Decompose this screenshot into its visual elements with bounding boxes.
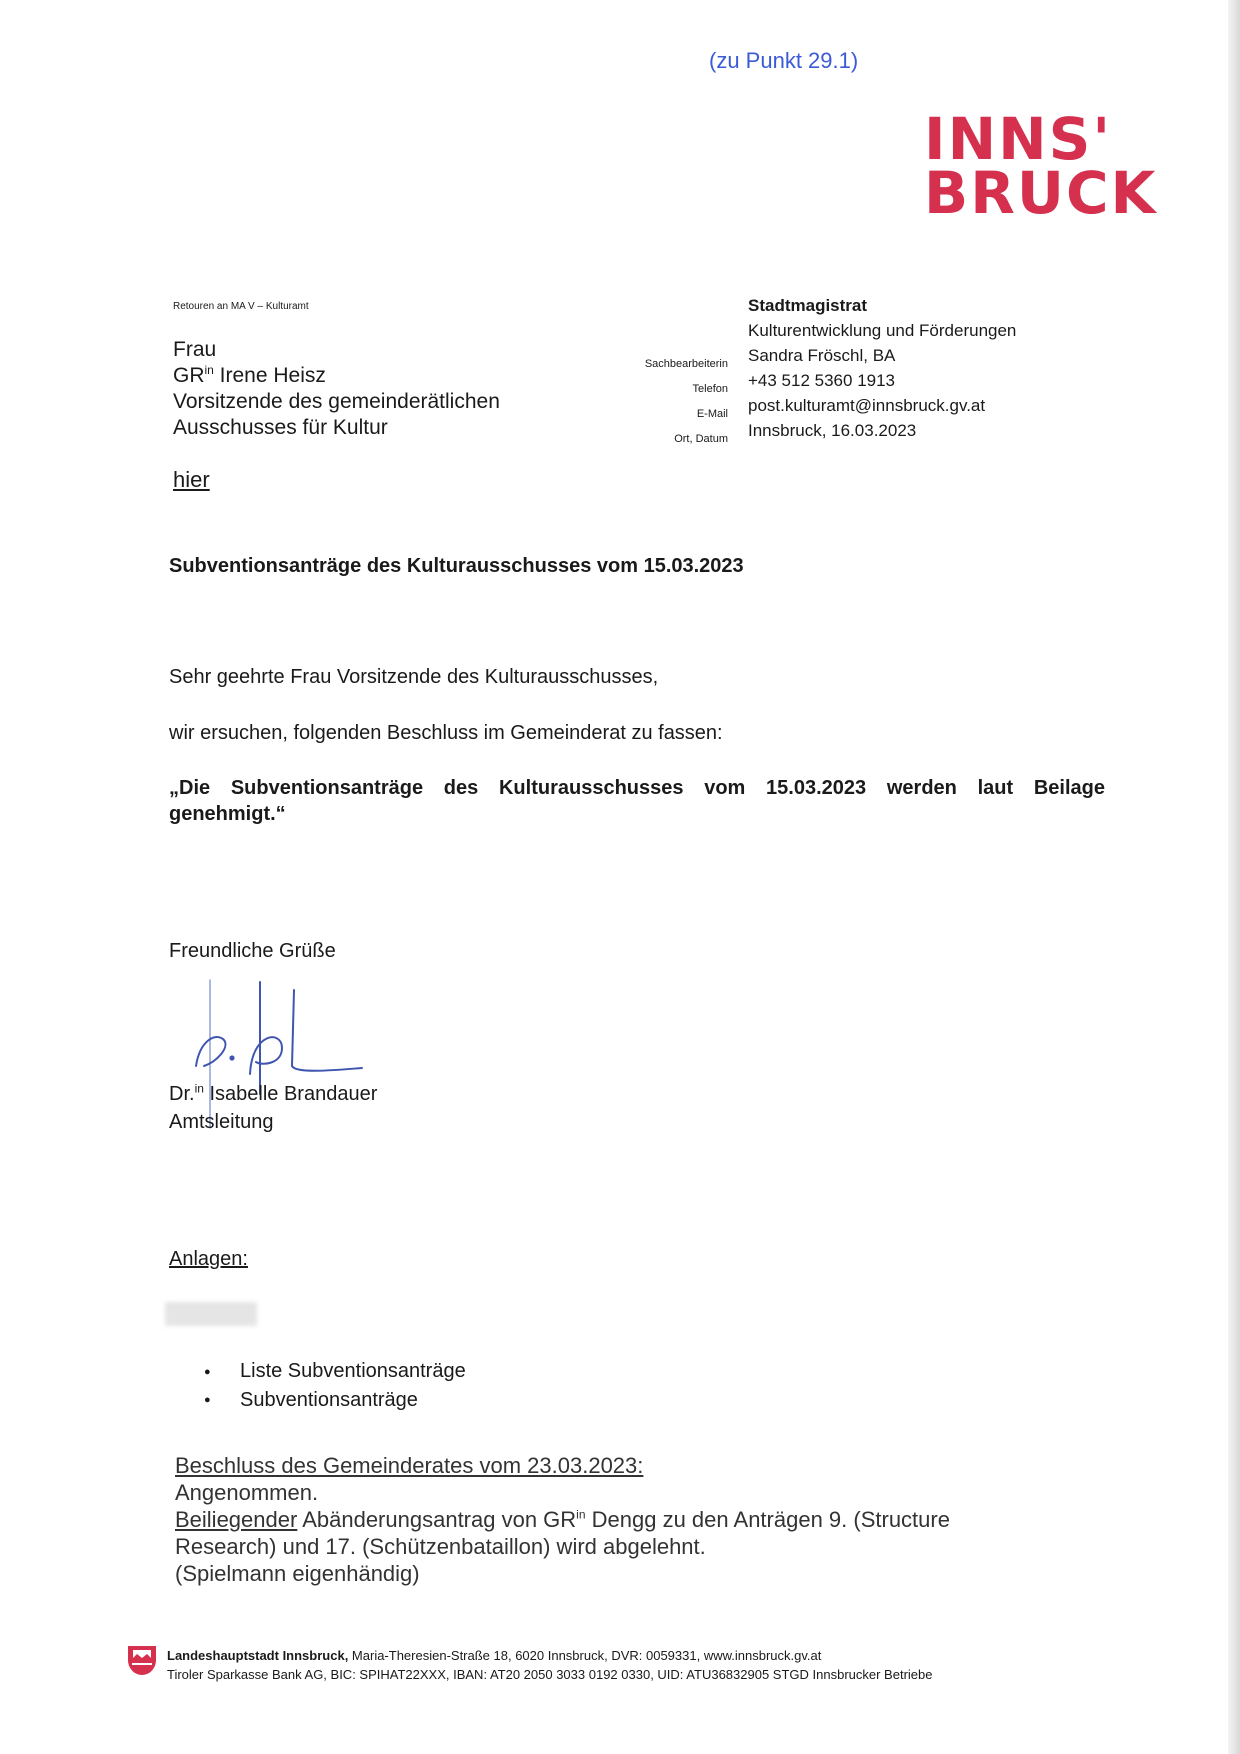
decision-title: Beschluss des Gemeinderates vom 23.03.2023: bbox=[175, 1453, 644, 1478]
attachment-item: ● Subventionsanträge bbox=[204, 1386, 466, 1415]
sender-phone: +43 512 5360 1913 bbox=[748, 371, 896, 390]
sender-dept: Kulturentwicklung und Förderungen bbox=[748, 321, 1017, 340]
salutation: Sehr geehrte Frau Vorsitzende des Kulturausschusses, bbox=[169, 666, 659, 688]
return-address: Retouren an MA V – Kulturamt bbox=[173, 301, 309, 312]
label-email: E-Mail bbox=[696, 408, 728, 420]
attachments-title: Anlagen: bbox=[169, 1248, 248, 1270]
decision-line-5: (Spielmann eigenhändig) bbox=[175, 1561, 420, 1586]
quote-line-1: „Die Subventionsanträge des Kulturausschusses vom 15.03.2023 werden laut Beilage bbox=[169, 777, 1105, 799]
innsbruck-logo bbox=[924, 105, 1158, 227]
recipient-address bbox=[173, 337, 500, 441]
decision-line-3: Beiliegender Abänderungsantrag von $GR^{in}$ Dengg zu den Anträgen 9. (Structure bbox=[175, 1507, 950, 1532]
letter-subject: Subventionsanträge des Kulturausschusses vom 15.03.2023 bbox=[169, 555, 744, 577]
label-place-date: Ort, Datum bbox=[674, 433, 728, 445]
recipient-location: hier bbox=[173, 467, 210, 492]
letter-footer bbox=[167, 1646, 932, 1684]
logo-line-2: BRUCK bbox=[924, 159, 1158, 227]
request-text: wir ersuchen, folgenden Beschluss im Gemeinderat zu fassen: bbox=[169, 722, 723, 744]
footer-line-2: Tiroler Sparkasse Bank AG, BIC: SPIHAT22XXX, IBAN: AT20 2050 3033 0192 0330, UID: ATU36832905 STGD Innsbrucker Betriebe bbox=[167, 1667, 933, 1682]
agenda-reference: (zu Punkt 29.1) bbox=[709, 48, 859, 73]
recipient-line-4: Ausschusses für Kultur bbox=[173, 416, 388, 439]
recipient-line-1: Frau bbox=[173, 338, 217, 361]
recipient-line-3: Vorsitzende des gemeinderätlichen bbox=[173, 390, 500, 413]
attachments-list bbox=[204, 1357, 466, 1414]
signatory-role: Amtsleitung bbox=[169, 1111, 274, 1133]
signatory-name: Dr.$^{in}$ Isabelle Brandauer bbox=[169, 1081, 378, 1105]
closing-greeting: Freundliche Grüße bbox=[169, 940, 336, 962]
quote-line-2: genehmigt.“ bbox=[169, 803, 286, 825]
redacted-text bbox=[165, 1302, 257, 1326]
attachment-item: ● Liste Subventionsanträge bbox=[204, 1357, 466, 1386]
sender-clerk: Sandra Fröschl, BA bbox=[748, 346, 896, 365]
label-phone: Telefon bbox=[692, 383, 728, 395]
decision-result: Angenommen. bbox=[175, 1480, 319, 1505]
sender-place-date: Innsbruck, 16.03.2023 bbox=[748, 421, 917, 440]
sender-block bbox=[748, 293, 1016, 443]
page-edge-shadow bbox=[1228, 0, 1240, 1754]
sender-labels bbox=[600, 352, 728, 452]
council-decision bbox=[175, 1452, 950, 1587]
logo-line-1: INNS' bbox=[924, 105, 1113, 173]
sender-org: Stadtmagistrat bbox=[748, 296, 868, 315]
decision-line-4: Research) und 17. (Schützenbataillon) wird abgelehnt. bbox=[175, 1534, 706, 1559]
city-crest-icon bbox=[128, 1646, 156, 1676]
signatory bbox=[169, 1080, 377, 1136]
label-clerk: Sachbearbeiterin bbox=[644, 358, 728, 370]
resolution-quote bbox=[169, 775, 1105, 827]
sender-email: post.kulturamt@innsbruck.gv.at bbox=[748, 396, 986, 415]
recipient-line-2: $GR^{in}$ Irene Heisz bbox=[173, 363, 326, 387]
footer-line-1: Landeshauptstadt Innsbruck, Maria-Theresien-Straße 18, 6020 Innsbruck, DVR: 0059331, www.innsbruck.gv.at bbox=[167, 1648, 822, 1663]
